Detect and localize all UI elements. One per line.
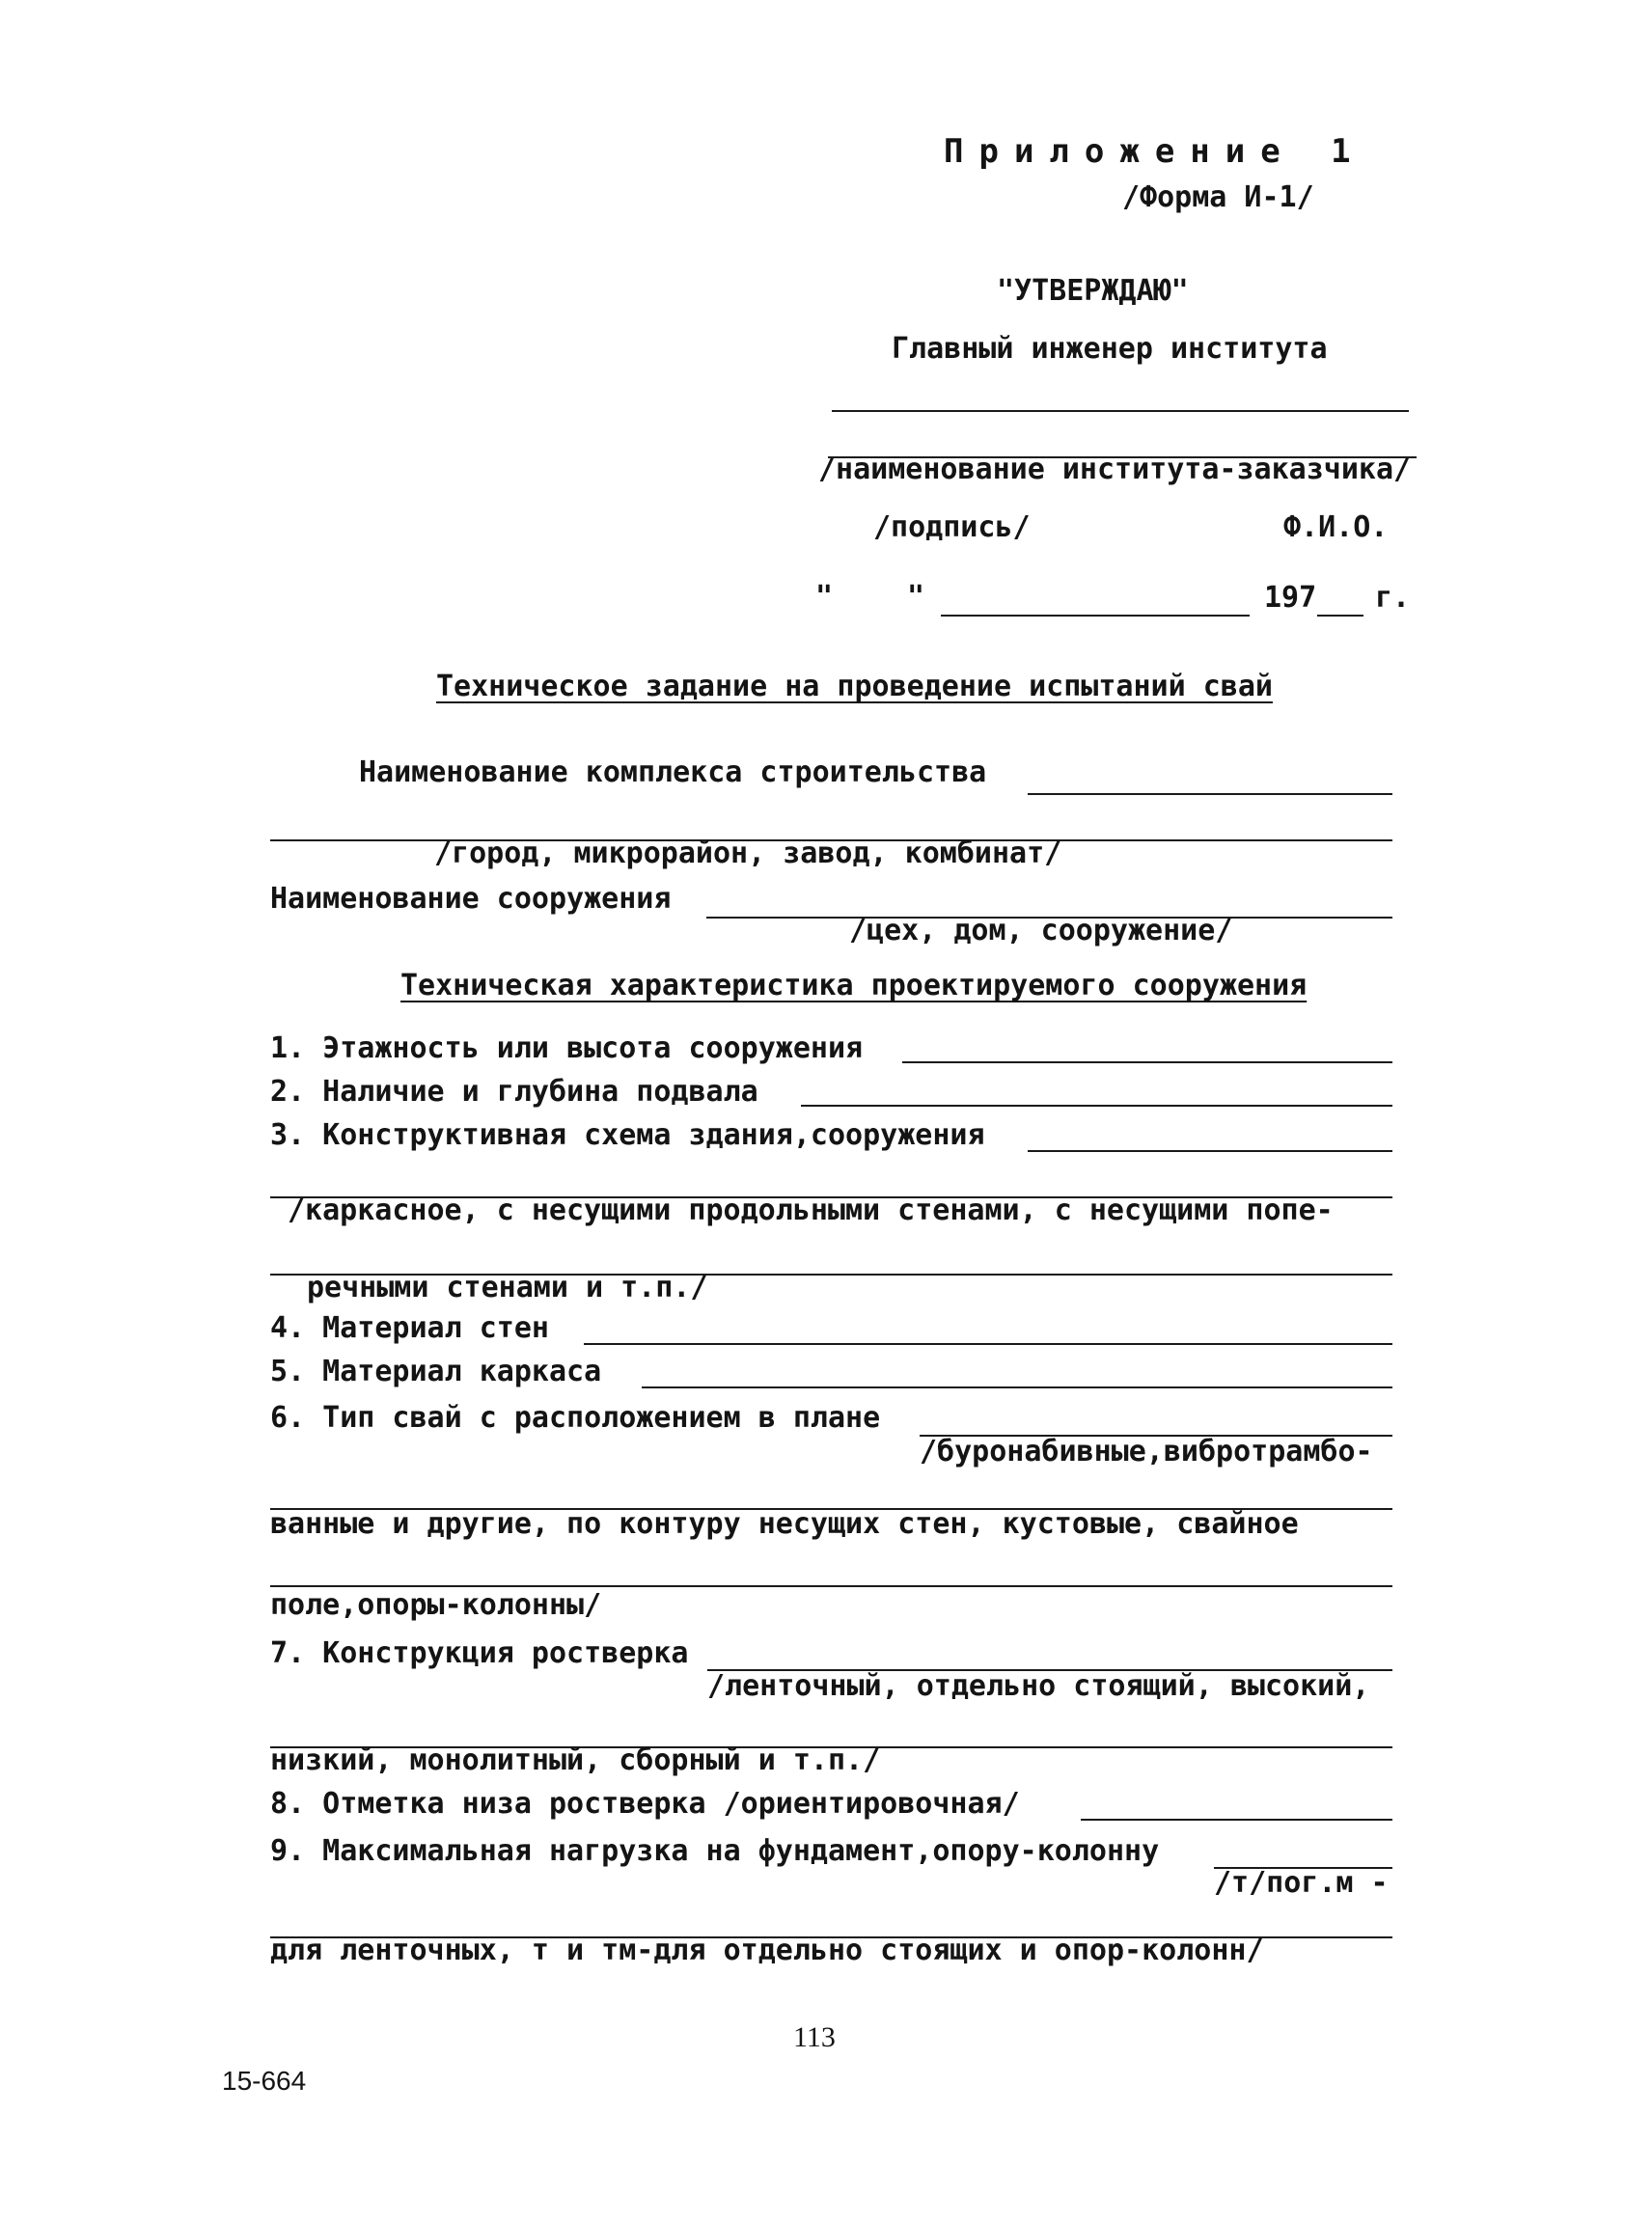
complex-blank-line [1028,793,1392,795]
item-6-caption-line-3 [270,1585,1392,1587]
item-4-blank-line [584,1343,1392,1345]
signature-caption: /подпись/ [873,510,1031,544]
item-7-caption-1: /ленточный, отдельно стоящий, высокий, [707,1669,1370,1703]
structure-label: Наименование сооружения [270,882,672,916]
document-code: 15-664 [222,2066,307,2096]
item-6-caption-2: ванные и другие, по контуру несущих стен, кустовые, свайное [270,1507,1299,1541]
structure-caption: /цех, дом, сооружение/ [849,914,1233,947]
form-number: /Форма И-1/ [1122,180,1314,214]
item-4-label: 4. Материал стен [270,1311,549,1345]
institute-caption: /наименование института-заказчика/ [818,453,1412,486]
item-5-blank-line [642,1386,1392,1388]
item-7-label: 7. Конструкция ростверка [270,1636,689,1670]
item-6-label: 6. Тип свай с расположением в плане [270,1401,881,1435]
appendix-label: Приложение 1 [944,132,1366,171]
item-7-caption-2: низкий, монолитный, сборный и т.п./ [270,1743,881,1777]
page-number: 113 [793,2021,836,2053]
item-1-blank-line [902,1061,1392,1063]
item-9-caption-1: /т/пог.м - [1214,1866,1389,1900]
fio-caption: Ф.И.О. [1283,510,1389,544]
complex-caption: /город, микрорайон, завод, комбинат/ [434,837,1062,870]
institute-signature-line [832,410,1409,412]
item-8-label: 8. Отметка низа ростверка /ориентировочная/ [270,1787,1020,1821]
date-quote-close: " [907,580,925,614]
item-9-caption-2: для ленточных, т и тм-для отдельно стоящих и опор-колонн/ [270,1934,1264,1967]
date-month-line [941,615,1250,617]
date-year-line [1317,615,1363,617]
date-quote-open: " [815,580,834,614]
date-year-suffix: г. [1375,581,1411,615]
item-3-label: 3. Конструктивная схема здания,сооружения [270,1118,985,1152]
item-1-label: 1. Этажность или высота сооружения [270,1031,864,1065]
institute-caption-overline [828,456,1417,458]
item-6-caption-3: поле,опоры-колонны/ [270,1588,602,1622]
item-2-blank-line [801,1105,1392,1107]
date-year-prefix: 197 [1264,581,1317,615]
chief-engineer-title: Главный инженер института [892,332,1328,366]
item-5-label: 5. Материал каркаса [270,1355,602,1388]
approve-stamp: "УТВЕРЖДАЮ" [997,274,1189,308]
item-9-label: 9. Максимальная нагрузка на фундамент,опору-колонну [270,1834,1160,1868]
item-3-blank-line [1028,1150,1392,1152]
characteristics-subtitle: Техническая характеристика проектируемого сооружения [400,969,1308,1002]
item-6-caption-1: /буронабивные,вибротрамбо- [920,1435,1373,1468]
item-3-caption-2: речными стенами и т.п./ [307,1271,708,1304]
item-3-caption-1: /каркасное, с несущими продольными стенами, с несущими попе- [288,1194,1334,1227]
item-2-label: 2. Наличие и глубина подвала [270,1075,758,1109]
document-title: Техническое задание на проведение испытаний свай [436,670,1273,703]
item-8-blank-line [1081,1819,1392,1821]
complex-label: Наименование комплекса строительства [359,755,987,789]
